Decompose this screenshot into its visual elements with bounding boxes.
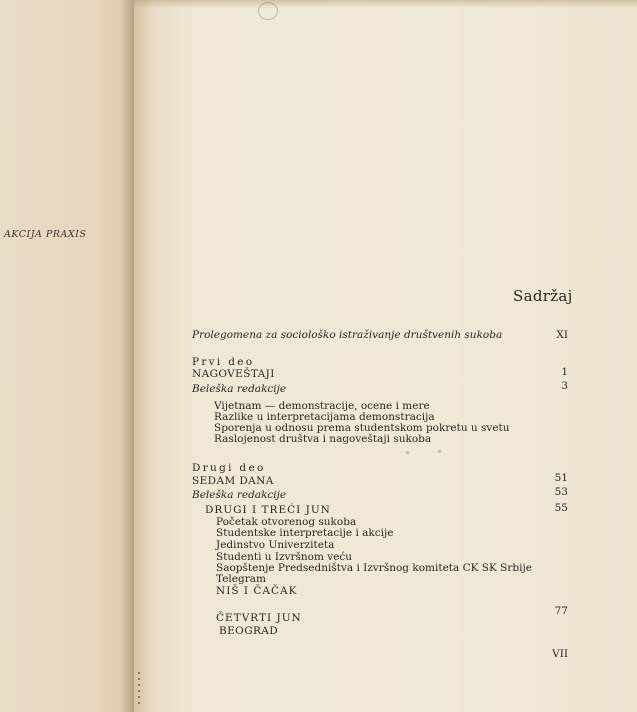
part2-item: Jedinstvo Univerziteta [216, 539, 335, 551]
part2-sub: NIŠ I ČAČAK [216, 585, 298, 597]
binding-perforation [138, 672, 140, 708]
part1-label: Prvi deo [192, 356, 255, 368]
part1-item: Vijetnam — demonstracije, ocene i mere [214, 400, 430, 412]
day1-page: 55 [554, 502, 568, 514]
page-folio: VII [552, 648, 568, 660]
contents-heading: Sadržaj [513, 287, 573, 305]
part2-title: SEDAM DANA [192, 475, 274, 487]
part2-note-page: 53 [554, 486, 568, 498]
part1-note-page: 3 [561, 380, 568, 392]
part2-item: Telegram [216, 573, 266, 585]
day2-page: 77 [554, 605, 568, 617]
part2-item: Studenti u Izvršnom veću [216, 551, 353, 563]
part2-title-page: 51 [554, 472, 568, 484]
paper-speck [406, 451, 409, 454]
previous-page [0, 0, 134, 712]
intro-title: Prolegomena za sociološko istraživanje društvenih sukoba [192, 329, 503, 341]
paper-stain [134, 0, 637, 8]
day2-title: ČETVRTI JUN [216, 612, 302, 624]
part1-note: Beleška redakcije [192, 383, 287, 395]
paper-speck [438, 450, 441, 453]
part2-item: Studentske interpretacije i akcije [216, 527, 394, 539]
intro-page: XI [556, 329, 568, 341]
part1-title: NAGOVEŠTAJI [192, 368, 275, 380]
part1-item: Sporenja u odnosu prema studentskom pokretu u svetu [214, 422, 510, 434]
part2-item: Saopštenje Predsedništva i Izvršnog komiteta CK SK Srbije [216, 562, 532, 574]
part1-title-page: 1 [561, 366, 568, 378]
part2-sub2: BEOGRAD [219, 625, 279, 637]
paper-mark [258, 2, 278, 20]
part1-item: Raslojenost društva i nagoveštaji sukoba [214, 433, 432, 445]
left-page-signature: AKCIJA PRAXIS [4, 229, 87, 240]
day1-title: DRUGI I TREĆI JUN [205, 504, 331, 516]
part1-item: Razlike u interpretacijama demonstracija [214, 411, 435, 423]
part2-note: Beleška redakcije [192, 489, 287, 501]
part2-label: Drugi deo [192, 462, 266, 474]
part2-item: Početak otvorenog sukoba [216, 516, 357, 528]
